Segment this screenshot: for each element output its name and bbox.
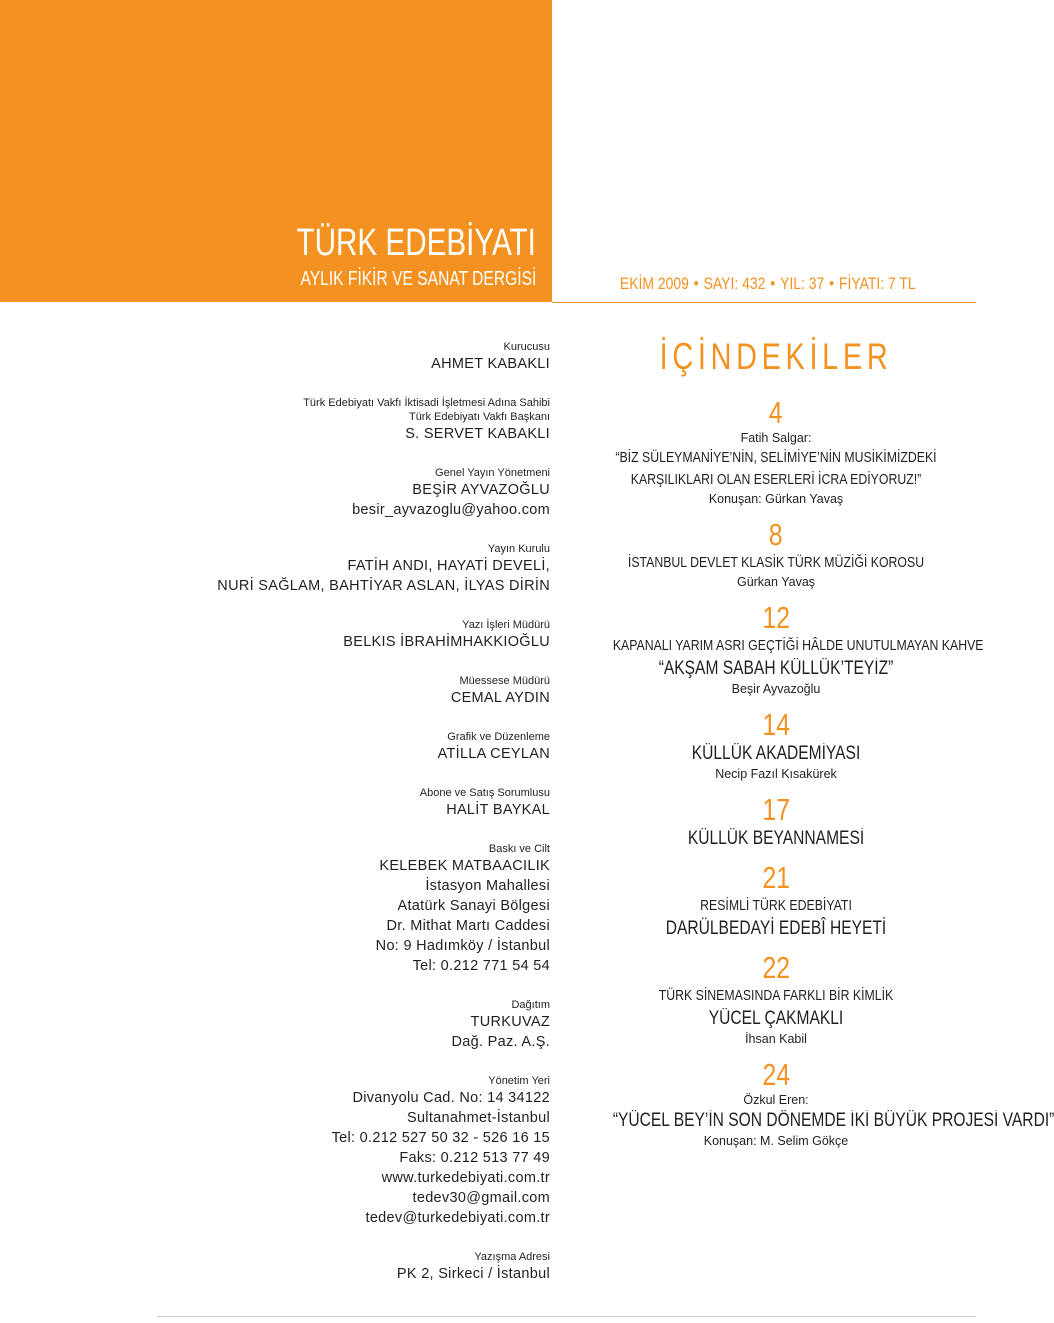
print-line: Dr. Mithat Martı Caddesi bbox=[386, 918, 550, 934]
toc-title: RESİMLİ TÜRK EDEBİYATI bbox=[700, 897, 852, 914]
toc-author: Gürkan Yavaş bbox=[736, 575, 816, 589]
toc-entry bbox=[577, 951, 975, 1048]
masthead-board bbox=[150, 542, 550, 596]
toc-page-number: 22 bbox=[762, 950, 790, 985]
masthead-owner bbox=[150, 396, 550, 444]
print-line: KELEBEK MATBAACILIK bbox=[379, 858, 550, 874]
masthead-managing-editor bbox=[150, 618, 550, 652]
toc-title: “AKŞAM SABAH KÜLLÜK’TEYİZ” bbox=[658, 658, 894, 679]
management-line: tedev30@gmail.com bbox=[412, 1190, 550, 1206]
toc-entry bbox=[577, 861, 975, 941]
masthead-print bbox=[150, 842, 550, 976]
board-line-1: FATİH ANDI, HAYATİ DEVELİ, bbox=[347, 558, 550, 574]
print-label: Baskı ve Cilt bbox=[488, 843, 550, 855]
masthead-founder bbox=[150, 340, 550, 374]
design-name: ATİLLA CEYLAN bbox=[437, 746, 550, 762]
masthead-sales bbox=[150, 786, 550, 820]
issue-number: SAYI: 432 bbox=[703, 274, 766, 293]
toc-title: “BİZ SÜLEYMANİYE’NİN, SELİMİYE’NİN MUSİKİMİZDEKİ bbox=[615, 449, 937, 466]
distribution-line: Dağ. Paz. A.Ş. bbox=[451, 1034, 550, 1050]
correspondence-address: PK 2, Sirkeci / İstanbul bbox=[396, 1266, 550, 1282]
institution-name: CEMAL AYDIN bbox=[450, 690, 550, 706]
issue-info bbox=[620, 274, 916, 294]
management-line: Sultanahmet-İstanbul bbox=[406, 1110, 550, 1126]
toc-pre: Özkul Eren: bbox=[743, 1093, 809, 1107]
board-label: Yayın Kurulu bbox=[487, 543, 550, 555]
toc-entry bbox=[577, 518, 975, 591]
magazine-title: TÜRK EDEBİYATI bbox=[296, 222, 536, 264]
issue-year: YIL: 37 bbox=[780, 274, 825, 293]
print-line: Tel: 0.212 771 54 54 bbox=[412, 958, 550, 974]
management-line: www.turkedebiyati.com.tr bbox=[381, 1170, 550, 1186]
toc-title: KÜLLÜK BEYANNAMESİ bbox=[687, 828, 865, 849]
masthead-correspondence bbox=[150, 1250, 550, 1284]
editor-label: Genel Yayın Yönetmeni bbox=[435, 467, 550, 479]
toc-author: Konuşan: Gürkan Yavaş bbox=[708, 492, 844, 506]
correspondence-label: Yazışma Adresi bbox=[474, 1251, 550, 1263]
management-label: Yönetim Yeri bbox=[488, 1075, 550, 1087]
toc-author: Necip Fazıl Kısakürek bbox=[715, 767, 837, 781]
institution-label: Müessese Müdürü bbox=[459, 675, 550, 687]
magazine-subtitle: AYLIK FİKİR VE SANAT DERGİSİ bbox=[300, 268, 536, 290]
owner-name: S. SERVET KABAKLI bbox=[405, 426, 550, 442]
board-line-2: NURİ SAĞLAM, BAHTİYAR ASLAN, İLYAS DİRİN bbox=[217, 578, 550, 594]
toc-page-number: 21 bbox=[762, 860, 790, 895]
editor-name: BEŞİR AYVAZOĞLU bbox=[412, 482, 550, 498]
sales-label: Abone ve Satış Sorumlusu bbox=[419, 787, 550, 799]
management-line: Divanyolu Cad. No: 14 34122 bbox=[352, 1090, 550, 1106]
toc-author: İhsan Kabil bbox=[745, 1032, 807, 1046]
masthead-distribution bbox=[150, 998, 550, 1052]
toc-entry bbox=[577, 396, 975, 508]
toc-page-number: 17 bbox=[762, 792, 790, 827]
toc-author: Konuşan: M. Selim Gökçe bbox=[703, 1134, 849, 1148]
toc-page-number: 14 bbox=[762, 707, 790, 742]
print-line: İstasyon Mahallesi bbox=[425, 878, 550, 894]
header-rule bbox=[552, 302, 976, 303]
toc-title: KÜLLÜK AKADEMİYASI bbox=[691, 743, 861, 764]
distribution-label: Dağıtım bbox=[511, 999, 550, 1011]
issue-date: EKİM 2009 bbox=[620, 274, 690, 293]
masthead-editor bbox=[150, 466, 550, 520]
managing-name: BELKIS İBRAHİMHAKKIOĞLU bbox=[343, 634, 550, 650]
management-line: Tel: 0.212 527 50 32 - 526 16 15 bbox=[331, 1130, 550, 1146]
masthead-institution bbox=[150, 674, 550, 708]
toc-page-number: 8 bbox=[769, 517, 783, 552]
management-line: tedev@turkedebiyati.com.tr bbox=[365, 1210, 550, 1226]
masthead-management bbox=[150, 1074, 550, 1228]
founder-name: AHMET KABAKLI bbox=[431, 356, 550, 372]
toc-title: TÜRK SİNEMASINDA FARKLI BİR KİMLİK bbox=[658, 987, 894, 1004]
toc-title: KARŞILIKLARI OLAN ESERLERİ İCRA EDİYORUZ!” bbox=[630, 471, 922, 488]
table-of-contents bbox=[577, 336, 1054, 1160]
toc-entry bbox=[577, 793, 975, 851]
toc-title: “YÜCEL BEY’İN SON DÖNEMDE İKİ BÜYÜK PROJESİ VARDI” bbox=[612, 1110, 1054, 1131]
toc-title: İSTANBUL DEVLET KLASİK TÜRK MÜZİĞİ KOROSU bbox=[627, 554, 925, 571]
toc-title: KAPANALI YARIM ASRI GEÇTİĞİ HÂLDE UNUTULMAYAN KAHVE bbox=[612, 637, 984, 654]
footer-rule bbox=[157, 1316, 976, 1317]
header-color-block bbox=[0, 0, 552, 302]
managing-label: Yazı İşleri Müdürü bbox=[462, 619, 550, 631]
toc-entry bbox=[577, 1057, 1054, 1150]
toc-entry bbox=[577, 600, 984, 698]
owner-label-2: Türk Edebiyatı Vakfı Başkanı bbox=[408, 411, 550, 423]
issue-price: FİYATI: 7 TL bbox=[839, 274, 916, 293]
design-label: Grafik ve Düzenleme bbox=[447, 731, 550, 743]
toc-title: DARÜLBEDAYİ EDEBÎ HEYETİ bbox=[665, 918, 887, 939]
masthead-design bbox=[150, 730, 550, 764]
management-line: Faks: 0.212 513 77 49 bbox=[399, 1150, 550, 1166]
toc-page-number: 24 bbox=[762, 1057, 790, 1092]
toc-page-number: 12 bbox=[762, 600, 790, 635]
founder-label: Kurucusu bbox=[503, 341, 550, 353]
separator: • bbox=[694, 274, 700, 293]
print-line: No: 9 Hadımköy / İstanbul bbox=[375, 938, 550, 954]
toc-author: Beşir Ayvazoğlu bbox=[731, 682, 821, 696]
editor-email: besir_ayvazoglu@yahoo.com bbox=[352, 502, 550, 518]
toc-title: YÜCEL ÇAKMAKLI bbox=[708, 1008, 844, 1029]
toc-page-number: 4 bbox=[769, 395, 783, 430]
contents-title: İÇİNDEKİLER bbox=[659, 336, 893, 377]
separator: • bbox=[770, 274, 776, 293]
print-line: Atatürk Sanayi Bölgesi bbox=[397, 898, 550, 914]
masthead bbox=[150, 340, 550, 1306]
toc-entry bbox=[577, 708, 975, 783]
toc-pre: Fatih Salgar: bbox=[740, 431, 812, 445]
distribution-line: TURKUVAZ bbox=[470, 1014, 550, 1030]
sales-name: HALİT BAYKAL bbox=[446, 802, 550, 818]
separator: • bbox=[829, 274, 835, 293]
owner-label-1: Türk Edebiyatı Vakfı İktisadi İşletmesi Adına Sahibi bbox=[303, 397, 550, 409]
